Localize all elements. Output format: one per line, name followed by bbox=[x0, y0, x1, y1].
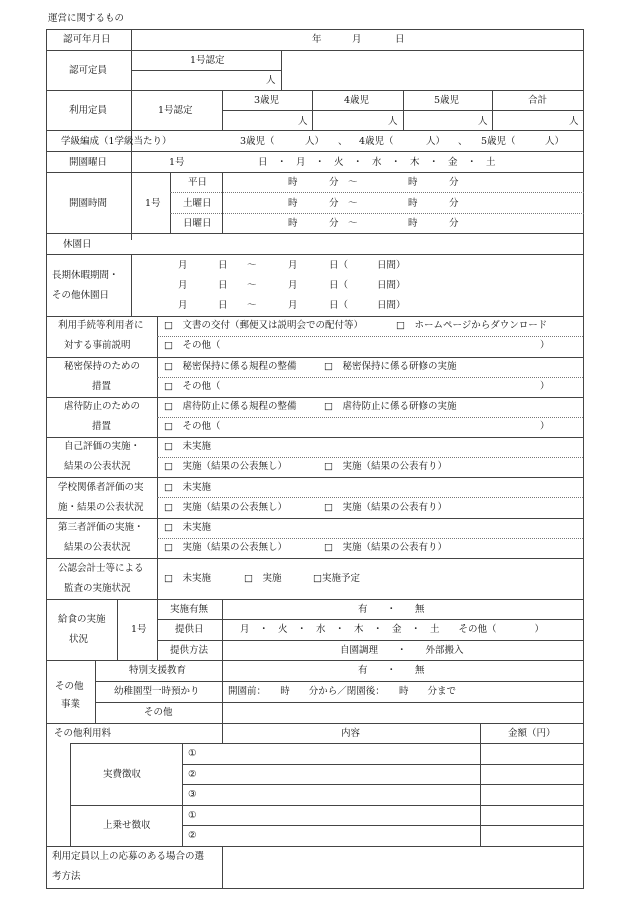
kyuuenbi-label: 休園日 bbox=[63, 239, 92, 250]
ji: 時 bbox=[288, 198, 298, 209]
divider bbox=[46, 397, 584, 398]
divider bbox=[157, 497, 583, 498]
jiko-opt-mijisshi[interactable]: □ 未実施 bbox=[164, 441, 211, 452]
divider bbox=[157, 640, 584, 641]
gakkyu-sep: 、 bbox=[458, 136, 468, 147]
ji: 時 bbox=[408, 218, 418, 229]
ji: 時 bbox=[408, 177, 418, 188]
choki-tsuki: 月 bbox=[178, 280, 188, 291]
sonota-jigyo-row1-label: 特別支援教育 bbox=[129, 665, 187, 676]
gyakutai-label-2: 措置 bbox=[92, 421, 112, 432]
gakkyu-unit: 人） bbox=[305, 136, 325, 147]
daisansha-opt-jisshi-ari[interactable]: □ 実施（結果の公表有り） bbox=[324, 542, 447, 553]
jiko-label-2: 結果の公表状況 bbox=[64, 461, 131, 472]
sonota-jigyo-label-2: 事業 bbox=[61, 699, 81, 710]
ji: 時 bbox=[408, 198, 418, 209]
choki-tsuki: 月 bbox=[288, 300, 298, 311]
ninka-year: 年 bbox=[312, 34, 322, 45]
divider bbox=[70, 743, 71, 846]
kaien-youbi-type: 1号 bbox=[169, 157, 185, 168]
age-header: 3歳児 bbox=[254, 95, 280, 106]
divider bbox=[46, 477, 584, 478]
divider bbox=[46, 558, 584, 559]
fun: 分 bbox=[329, 198, 339, 209]
choki-tilde: ～ bbox=[247, 300, 257, 311]
gyakutai-opt-other[interactable]: □ その他（ bbox=[164, 421, 221, 432]
jippi-label: 実費徴収 bbox=[103, 769, 142, 780]
kyushoku-row1-label: 実施有無 bbox=[170, 604, 209, 615]
divider bbox=[46, 90, 584, 91]
divider bbox=[170, 213, 584, 214]
daisansha-opt-mijisshi[interactable]: □ 未実施 bbox=[164, 522, 211, 533]
choki-paren-hi: 日（ bbox=[329, 260, 349, 271]
divider bbox=[281, 50, 282, 90]
kansa-opt-jisshi[interactable]: □ 実施 bbox=[244, 573, 282, 584]
divider bbox=[182, 784, 584, 785]
daisansha-label-1: 第三者評価の実施・ bbox=[58, 522, 144, 533]
choki-nichikan: 日間） bbox=[377, 280, 406, 291]
divider bbox=[46, 518, 584, 519]
choki-nichikan: 日間） bbox=[377, 300, 406, 311]
divider bbox=[403, 90, 404, 130]
fun: 分 bbox=[449, 198, 459, 209]
divider bbox=[157, 336, 583, 337]
himitsu-opt-kitei[interactable]: □ 秘密保持に係る規程の整備 bbox=[164, 361, 297, 372]
choki-tsuki: 月 bbox=[288, 280, 298, 291]
fun: 分 bbox=[329, 177, 339, 188]
border-top bbox=[46, 29, 584, 30]
ji: 時 bbox=[288, 218, 298, 229]
riyoryo-col-naiyou: 内容 bbox=[341, 728, 361, 739]
divider bbox=[46, 233, 584, 234]
riyoryo-label: その他利用料 bbox=[54, 728, 112, 739]
choki-nichikan: 日間） bbox=[377, 260, 406, 271]
daisansha-opt-jisshi-nashi[interactable]: □ 実施（結果の公表無し） bbox=[164, 542, 287, 553]
divider bbox=[131, 29, 132, 240]
gyakutai-label-1: 虐待防止のための bbox=[64, 401, 141, 412]
choki-paren-hi: 日（ bbox=[329, 300, 349, 311]
divider bbox=[222, 599, 223, 723]
riyou-unit: 人 bbox=[388, 116, 398, 127]
choki-label-1: 長期休暇期間・ bbox=[52, 270, 119, 281]
gakkyu-unit: 人） bbox=[426, 136, 446, 147]
riyou-unit: 人 bbox=[478, 116, 488, 127]
jippi-mark: ③ bbox=[188, 789, 197, 800]
divider bbox=[182, 825, 584, 826]
jizen-label-2: 対する事前説明 bbox=[64, 340, 131, 351]
gakkyu-label: 学級編成（1学級当たり） bbox=[61, 136, 172, 147]
divider bbox=[70, 805, 584, 806]
divider bbox=[46, 254, 584, 255]
divider bbox=[157, 417, 583, 418]
kansa-opt-yotei[interactable]: □実施予定 bbox=[313, 573, 360, 584]
divider bbox=[46, 130, 584, 131]
gyakutai-opt-kitei[interactable]: □ 虐待防止に係る規程の整備 bbox=[164, 401, 297, 412]
kyushoku-type: 1号 bbox=[131, 624, 147, 635]
kyushoku-row2-label: 提供日 bbox=[175, 624, 204, 635]
sonota-jigyo-label-1: その他 bbox=[55, 681, 84, 692]
choki-hi: 日 bbox=[218, 300, 228, 311]
sonota-jigyo-row1-value: 有 ・ 無 bbox=[358, 665, 425, 676]
ninka-teiin-label: 認可定員 bbox=[69, 65, 108, 76]
divider bbox=[157, 619, 584, 620]
divider bbox=[170, 192, 584, 193]
gyakutai-opt-kenshu[interactable]: □ 虐待防止に係る研修の実施 bbox=[324, 401, 457, 412]
jizen-close: ） bbox=[540, 340, 550, 351]
divider bbox=[222, 846, 223, 889]
uwanose-mark: ① bbox=[188, 810, 197, 821]
divider bbox=[157, 457, 583, 458]
jiko-label-1: 自己評価の実施・ bbox=[64, 441, 141, 452]
kaien-youbi-label: 開園曜日 bbox=[69, 157, 108, 168]
uwanose-mark: ② bbox=[188, 830, 197, 841]
kansa-label-1: 公認会計士等による bbox=[58, 563, 144, 574]
divider bbox=[95, 702, 584, 703]
jippi-mark: ② bbox=[188, 769, 197, 780]
tilde: ～ bbox=[348, 218, 358, 229]
divider bbox=[157, 538, 583, 539]
gakkyu-unit: 人） bbox=[545, 136, 565, 147]
kansa-label-2: 監査の実施状況 bbox=[64, 583, 131, 594]
riyou-teiin-type: 1号認定 bbox=[158, 105, 193, 116]
divider bbox=[157, 377, 583, 378]
fun: 分 bbox=[449, 218, 459, 229]
age-header: 合計 bbox=[528, 95, 548, 106]
fun: 分 bbox=[329, 218, 339, 229]
choki-label-2: その他休園日 bbox=[52, 290, 110, 301]
kyushoku-row3-value: 自園調理 ・ 外部搬入 bbox=[340, 645, 464, 656]
choki-hi: 日 bbox=[218, 260, 228, 271]
divider bbox=[131, 254, 132, 316]
divider bbox=[182, 743, 183, 846]
divider bbox=[312, 90, 313, 130]
gyakutai-close: ） bbox=[540, 421, 550, 432]
choki-tilde: ～ bbox=[247, 280, 257, 291]
jiko-opt-jisshi-ari[interactable]: □ 実施（結果の公表有り） bbox=[324, 461, 447, 472]
riyoryo-col-kingaku: 金額（円） bbox=[508, 728, 556, 739]
tilde: ～ bbox=[348, 177, 358, 188]
choki-tsuki: 月 bbox=[288, 260, 298, 271]
divider bbox=[46, 172, 584, 173]
age-header: 5歳児 bbox=[434, 95, 460, 106]
divider bbox=[46, 723, 584, 724]
jiko-opt-jisshi-nashi[interactable]: □ 実施（結果の公表無し） bbox=[164, 461, 287, 472]
daisansha-label-2: 結果の公表状況 bbox=[64, 542, 131, 553]
divider bbox=[70, 743, 584, 744]
gakkyu-age3: 3歳児（ bbox=[240, 136, 275, 147]
divider bbox=[46, 151, 584, 152]
ninka-month: 月 bbox=[352, 34, 362, 45]
kyushoku-row2-value: 月 ・ 火 ・ 水 ・ 木 ・ 金 ・ 土 その他（ ） bbox=[240, 624, 545, 635]
gakko-opt-jisshi-nashi[interactable]: □ 実施（結果の公表無し） bbox=[164, 502, 287, 513]
tilde: ～ bbox=[348, 198, 358, 209]
choki-tilde: ～ bbox=[247, 260, 257, 271]
gakko-opt-jisshi-ari[interactable]: □ 実施（結果の公表有り） bbox=[324, 502, 447, 513]
gakko-opt-mijisshi[interactable]: □ 未実施 bbox=[164, 482, 211, 493]
choki-hi: 日 bbox=[218, 280, 228, 291]
sonota-jigyo-row3-label: その他 bbox=[144, 707, 173, 718]
gakko-label-2: 施・結果の公表状況 bbox=[58, 502, 144, 513]
ninka-teiin-unit: 人 bbox=[266, 75, 276, 86]
gakkyu-age5: 5歳児（ bbox=[481, 136, 516, 147]
divider bbox=[157, 599, 158, 660]
choki-tsuki: 月 bbox=[178, 260, 188, 271]
riyou-unit: 人 bbox=[298, 116, 308, 127]
divider bbox=[46, 599, 584, 600]
divider bbox=[492, 90, 493, 130]
divider bbox=[95, 660, 96, 723]
kyushoku-row1-value: 有 ・ 無 bbox=[358, 604, 425, 615]
age-header: 4歳児 bbox=[344, 95, 370, 106]
himitsu-opt-kenshu[interactable]: □ 秘密保持に係る研修の実施 bbox=[324, 361, 457, 372]
himitsu-close: ） bbox=[540, 381, 550, 392]
uwanose-label: 上乗せ徴収 bbox=[103, 820, 151, 831]
kaien-jikan-type: 1号 bbox=[145, 198, 161, 209]
ninka-date-label: 認可年月日 bbox=[63, 34, 111, 45]
border-bottom bbox=[46, 888, 584, 889]
riyou-teiin-label: 利用定員 bbox=[69, 105, 108, 116]
jizen-label-1: 利用手続等利用者に bbox=[58, 320, 144, 331]
kyushoku-label-2: 状況 bbox=[69, 634, 89, 645]
kansa-opt-mijisshi[interactable]: □ 未実施 bbox=[164, 573, 211, 584]
himitsu-opt-other[interactable]: □ その他（ bbox=[164, 381, 221, 392]
riyou-unit: 人 bbox=[569, 116, 579, 127]
divider bbox=[46, 846, 584, 847]
ninka-day: 日 bbox=[395, 34, 405, 45]
jizen-opt-homepage[interactable]: □ ホームページからダウンロード bbox=[396, 320, 548, 331]
senko-label-2: 考方法 bbox=[52, 871, 81, 882]
kyushoku-label-1: 給食の実施 bbox=[58, 614, 106, 625]
himitsu-label-2: 措置 bbox=[92, 381, 112, 392]
page-heading: 運営に関するもの bbox=[48, 13, 125, 24]
jikan-row-label: 土曜日 bbox=[183, 198, 212, 209]
divider bbox=[46, 50, 584, 51]
fun: 分 bbox=[449, 177, 459, 188]
border-left bbox=[46, 29, 47, 889]
divider bbox=[46, 316, 584, 317]
jippi-mark: ① bbox=[188, 748, 197, 759]
ninka-teiin-type: 1号認定 bbox=[190, 55, 225, 66]
choki-paren-hi: 日（ bbox=[329, 280, 349, 291]
gakkyu-age4: 4歳児（ bbox=[359, 136, 394, 147]
senko-label-1: 利用定員以上の応募のある場合の選 bbox=[52, 851, 205, 862]
jizen-opt-other[interactable]: □ その他（ bbox=[164, 340, 221, 351]
kaien-youbi-days: 日 ・ 月 ・ 火 ・ 水 ・ 木 ・ 金 ・ 土 bbox=[258, 157, 496, 168]
kyushoku-row3-label: 提供方法 bbox=[170, 645, 209, 656]
divider bbox=[182, 764, 584, 765]
divider bbox=[46, 437, 584, 438]
divider bbox=[46, 660, 584, 661]
jikan-row-label: 平日 bbox=[188, 177, 208, 188]
kaien-jikan-label: 開園時間 bbox=[69, 198, 108, 209]
sonota-jigyo-row2-label: 幼稚園型一時預かり bbox=[114, 686, 200, 697]
gakko-label-1: 学校関係者評価の実 bbox=[58, 482, 144, 493]
divider bbox=[95, 681, 584, 682]
himitsu-label-1: 秘密保持のための bbox=[64, 361, 141, 372]
ji: 時 bbox=[288, 177, 298, 188]
choki-tsuki: 月 bbox=[178, 300, 188, 311]
jikan-row-label: 日曜日 bbox=[183, 218, 212, 229]
divider bbox=[117, 599, 118, 660]
divider bbox=[222, 172, 223, 233]
jizen-opt-bunsho[interactable]: □ 文書の交付（郵便又は説明会での配付等） bbox=[164, 320, 363, 331]
divider bbox=[131, 70, 281, 71]
sonota-jigyo-row2-value: 開園前： 時 分から／閉園後： 時 分まで bbox=[228, 686, 457, 697]
divider bbox=[222, 723, 223, 744]
border-right bbox=[583, 29, 584, 889]
divider bbox=[170, 172, 171, 233]
divider bbox=[46, 357, 584, 358]
gakkyu-sep: 、 bbox=[338, 136, 348, 147]
